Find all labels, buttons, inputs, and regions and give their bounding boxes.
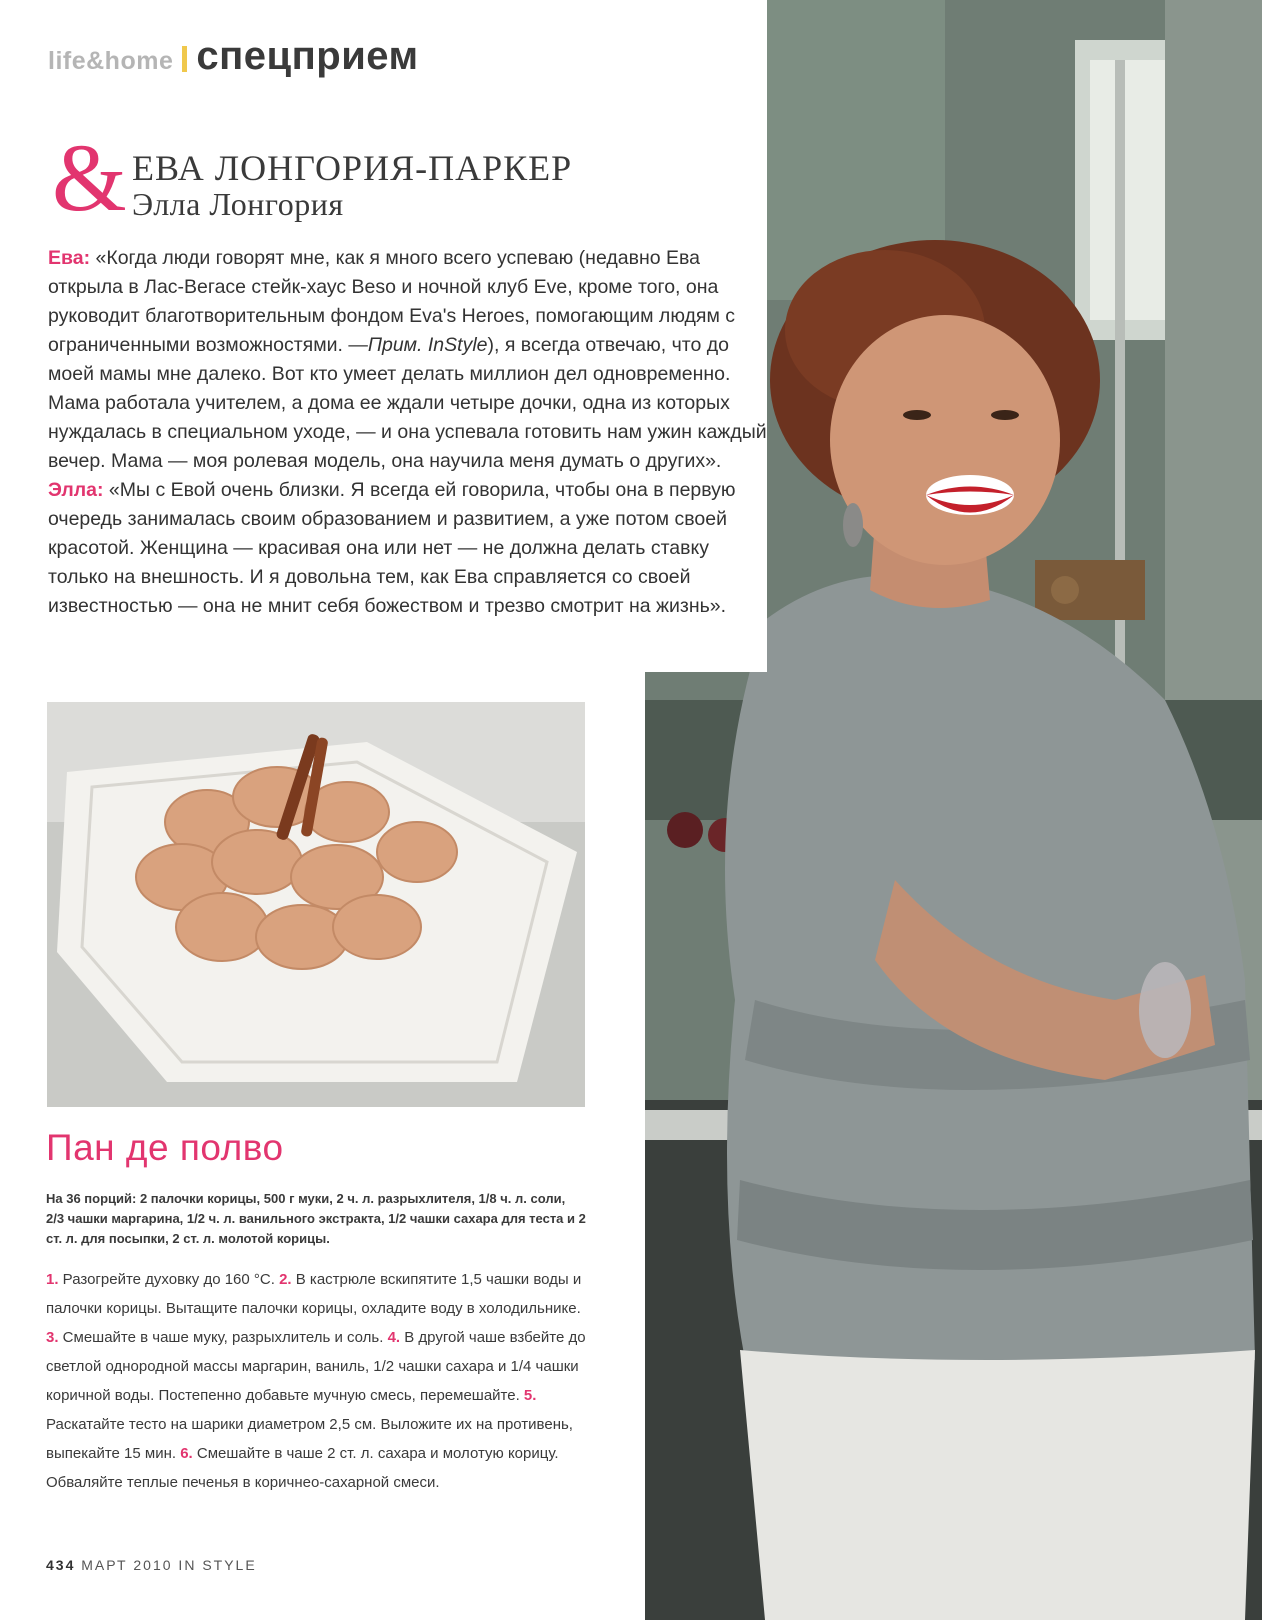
cookies-photo bbox=[47, 702, 585, 1107]
recipe-title: Пан де полво bbox=[46, 1127, 284, 1168]
page-footer bbox=[46, 1557, 257, 1573]
step-text: Раскатайте тесто на шарики диаметром 2,5 см. Выложите их на противень, выпекайте 15 мин. bbox=[46, 1416, 573, 1462]
paragraph-text: «Мы с Евой очень близки. Я всегда ей говорила, чтобы она в первую очередь занималась своим образованием и развитием, а уже потом своей красотой. Женщина — красивая она или нет — не должна делать ставку только на внешность. И я довольна тем, как Ева справляется со своей известностью — она не мнит себя божеством и трезво смотрит на жизнь». bbox=[48, 479, 736, 617]
paragraph-eva bbox=[48, 244, 774, 476]
step-text: Смешайте в чаше 2 ст. л. сахара и молотую корицу. Обваляйте теплые печенья в коричнео-сахарной смеси. bbox=[46, 1445, 559, 1491]
paragraph-text: «Когда люди говорят мне, как я много всего успеваю (недавно Ева открыла в Лас-Вегасе стейк-хаус Beso и ночной клуб Eve, кроме того, она руководит благотворительным фондом Eva's Heroes, помогающим людям с ограниченными возможностями. — bbox=[48, 247, 736, 356]
ampersand-mark: & bbox=[52, 124, 127, 231]
step-number: 1. bbox=[46, 1271, 59, 1288]
step-number: 4. bbox=[387, 1329, 401, 1346]
step-text: Смешайте в чаше муку, разрыхлитель и соль. bbox=[58, 1329, 388, 1346]
recipe-step bbox=[46, 1329, 388, 1346]
issue-label: МАРТ 2010 IN STYLE bbox=[81, 1557, 257, 1573]
step-text: В другой чаше взбейте до светлой однородной массы маргарин, ваниль, 1/2 чашки сахара и 1/4 чашки коричной воды. Постепенно добавьте мучную смесь, перемешайте. bbox=[46, 1329, 586, 1404]
section-label: life&home bbox=[48, 47, 174, 75]
recipe-ingredients: На 36 порций: 2 палочки корицы, 500 г муки, 2 ч. л. разрыхлителя, 1/8 ч. л. соли, 2/3 чашки маргарина, 1/2 ч. л. ванильного экстракта, 1/2 чашки сахара для теста и 2 ст. л. для посыпки, 2 ст. л. молотой корицы. bbox=[46, 1191, 586, 1246]
recipe-steps bbox=[46, 1265, 591, 1497]
step-number: 6. bbox=[180, 1445, 193, 1462]
name-primary: ЕВА ЛОНГОРИЯ-ПАРКЕР bbox=[132, 148, 573, 188]
page-number: 434 bbox=[46, 1557, 76, 1573]
cookies-illustration bbox=[47, 702, 585, 1107]
paragraph-text: ), я всегда отвечаю, что до моей мамы мне далеко. Вот кто умеет делать миллион дел одновременно. Мама работала учителем, а дома ее ждали четыре дочки, одна из которых нуждалась в специальном уходе, — и она успевала готовить нам ужин каждый вечер. Мама — моя ролевая модель, она научила меня думать о других». bbox=[48, 334, 767, 472]
paragraph-ella bbox=[48, 476, 738, 621]
step-text: Разогрейте духовку до 160 °С. bbox=[58, 1271, 280, 1288]
step-text: В кастрюле вскипятите 1,5 чашки воды и палочки корицы. Вытащите палочки корицы, охладите воду в холодильнике. bbox=[46, 1271, 582, 1317]
rubric-title: спецприем bbox=[196, 34, 419, 78]
name-secondary: Элла Лонгория bbox=[132, 186, 344, 222]
editor-note: Прим. InStyle bbox=[367, 334, 488, 356]
speaker-label: Ева: bbox=[48, 247, 91, 269]
rubric-header bbox=[48, 34, 419, 78]
step-number: 3. bbox=[46, 1329, 59, 1346]
article-body bbox=[48, 244, 774, 621]
recipe-step bbox=[46, 1271, 279, 1288]
step-number: 5. bbox=[523, 1387, 537, 1404]
step-number: 2. bbox=[279, 1271, 292, 1288]
speaker-label: Элла: bbox=[48, 479, 104, 501]
rubric-divider bbox=[182, 46, 187, 72]
